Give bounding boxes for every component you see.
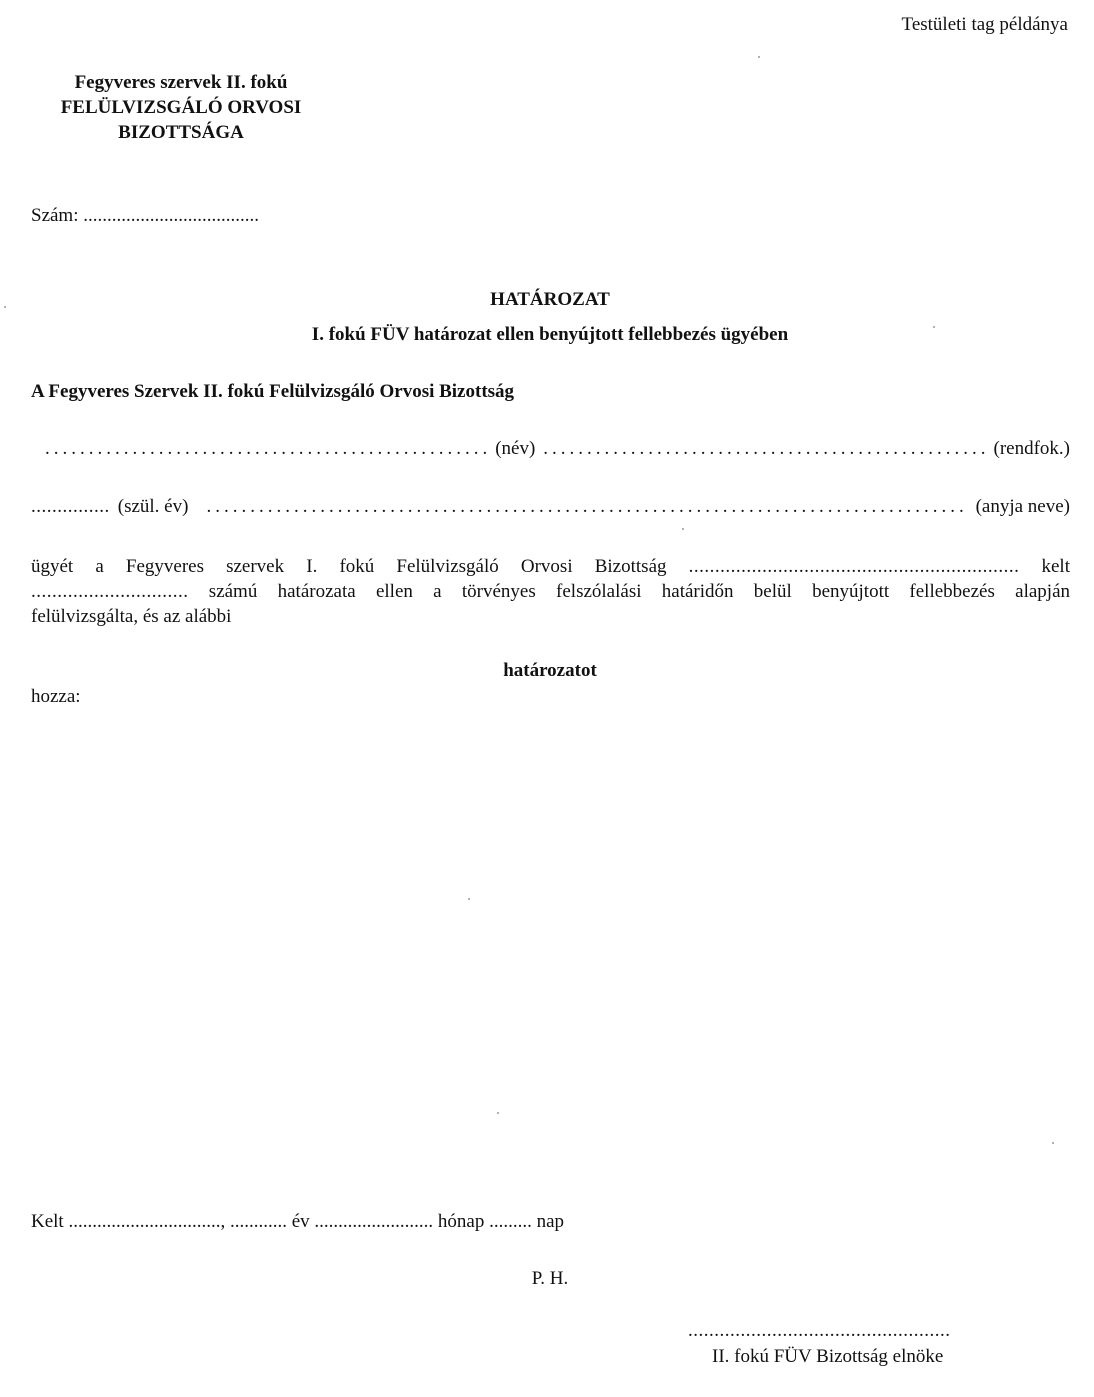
name-field[interactable]	[31, 438, 487, 460]
paragraph-line-2	[31, 579, 1070, 604]
mother-name-label: (anyja neve)	[975, 496, 1070, 517]
signature-field[interactable]: ..................................................	[688, 1320, 951, 1341]
number-label: Szám:	[31, 205, 79, 226]
org-line-3: BIZOTTSÁGA	[118, 122, 244, 143]
mother-name-field[interactable]	[206, 496, 967, 518]
scan-speck	[1052, 1142, 1054, 1144]
case-paragraph	[31, 554, 1070, 629]
month-label: hónap	[437, 1211, 485, 1232]
day-field[interactable]: .........	[489, 1211, 532, 1232]
birth-mother-row	[31, 496, 1070, 518]
year-field[interactable]: ............	[229, 1211, 287, 1232]
document-title: HATÁROZAT	[490, 289, 610, 310]
paragraph-line-1	[31, 554, 1070, 579]
scan-speck	[4, 306, 6, 308]
place-field[interactable]: ................................,	[68, 1211, 226, 1232]
first-instance-number-field[interactable]: ..............................	[31, 581, 189, 602]
birth-year-label: (szül. év)	[117, 496, 189, 517]
first-instance-date-field[interactable]: ...............................................................	[688, 556, 1020, 577]
paragraph-line-1-end: kelt	[1041, 556, 1070, 577]
signature-title: II. fokú FÜV Bizottság elnöke	[712, 1346, 944, 1367]
document-number-field[interactable]	[31, 205, 259, 227]
issuing-organization	[40, 70, 322, 145]
org-line-2: FELÜLVIZSGÁLÓ ORVOSI	[60, 97, 302, 118]
rank-field[interactable]	[543, 438, 985, 460]
decision-intro: hozza:	[31, 686, 81, 707]
decision-heading: határozatot	[503, 660, 597, 681]
year-label: év	[291, 1211, 310, 1232]
scan-speck	[468, 898, 470, 900]
scan-speck	[933, 326, 935, 328]
month-field[interactable]: .........................	[314, 1211, 434, 1232]
number-dots[interactable]: .....................................	[83, 205, 259, 226]
org-line-1: Fegyveres szervek II. fokú	[74, 72, 288, 93]
day-label: nap	[536, 1211, 565, 1232]
rank-label: (rendfok.)	[993, 438, 1070, 459]
paragraph-line-3: felülvizsgálta, és az alábbi	[31, 606, 232, 627]
dated-label: Kelt	[31, 1211, 64, 1232]
paragraph-line-2-text: számú határozata ellen a törvényes felszólalási határidőn belül benyújtott fellebbezés alapján	[208, 581, 1071, 602]
document-subtitle: I. fokú FÜV határozat ellen benyújtott fellebbezés ügyében	[311, 324, 789, 345]
birth-year-field[interactable]: ...............	[31, 496, 110, 517]
scan-speck	[497, 1112, 499, 1114]
name-rank-row	[31, 438, 1070, 460]
copy-note: Testületi tag példánya	[901, 14, 1068, 35]
dated-line	[31, 1211, 564, 1233]
name-label: (név)	[495, 438, 536, 459]
scan-speck	[758, 56, 760, 58]
paragraph-line-1-start: ügyét a Fegyveres szervek I. fokú Felülvizsgáló Orvosi Bizottság	[31, 556, 667, 577]
scan-speck	[682, 528, 684, 530]
committee-line: A Fegyveres Szervek II. fokú Felülvizsgáló Orvosi Bizottság	[31, 381, 515, 402]
stamp-placeholder: P. H.	[531, 1268, 569, 1289]
